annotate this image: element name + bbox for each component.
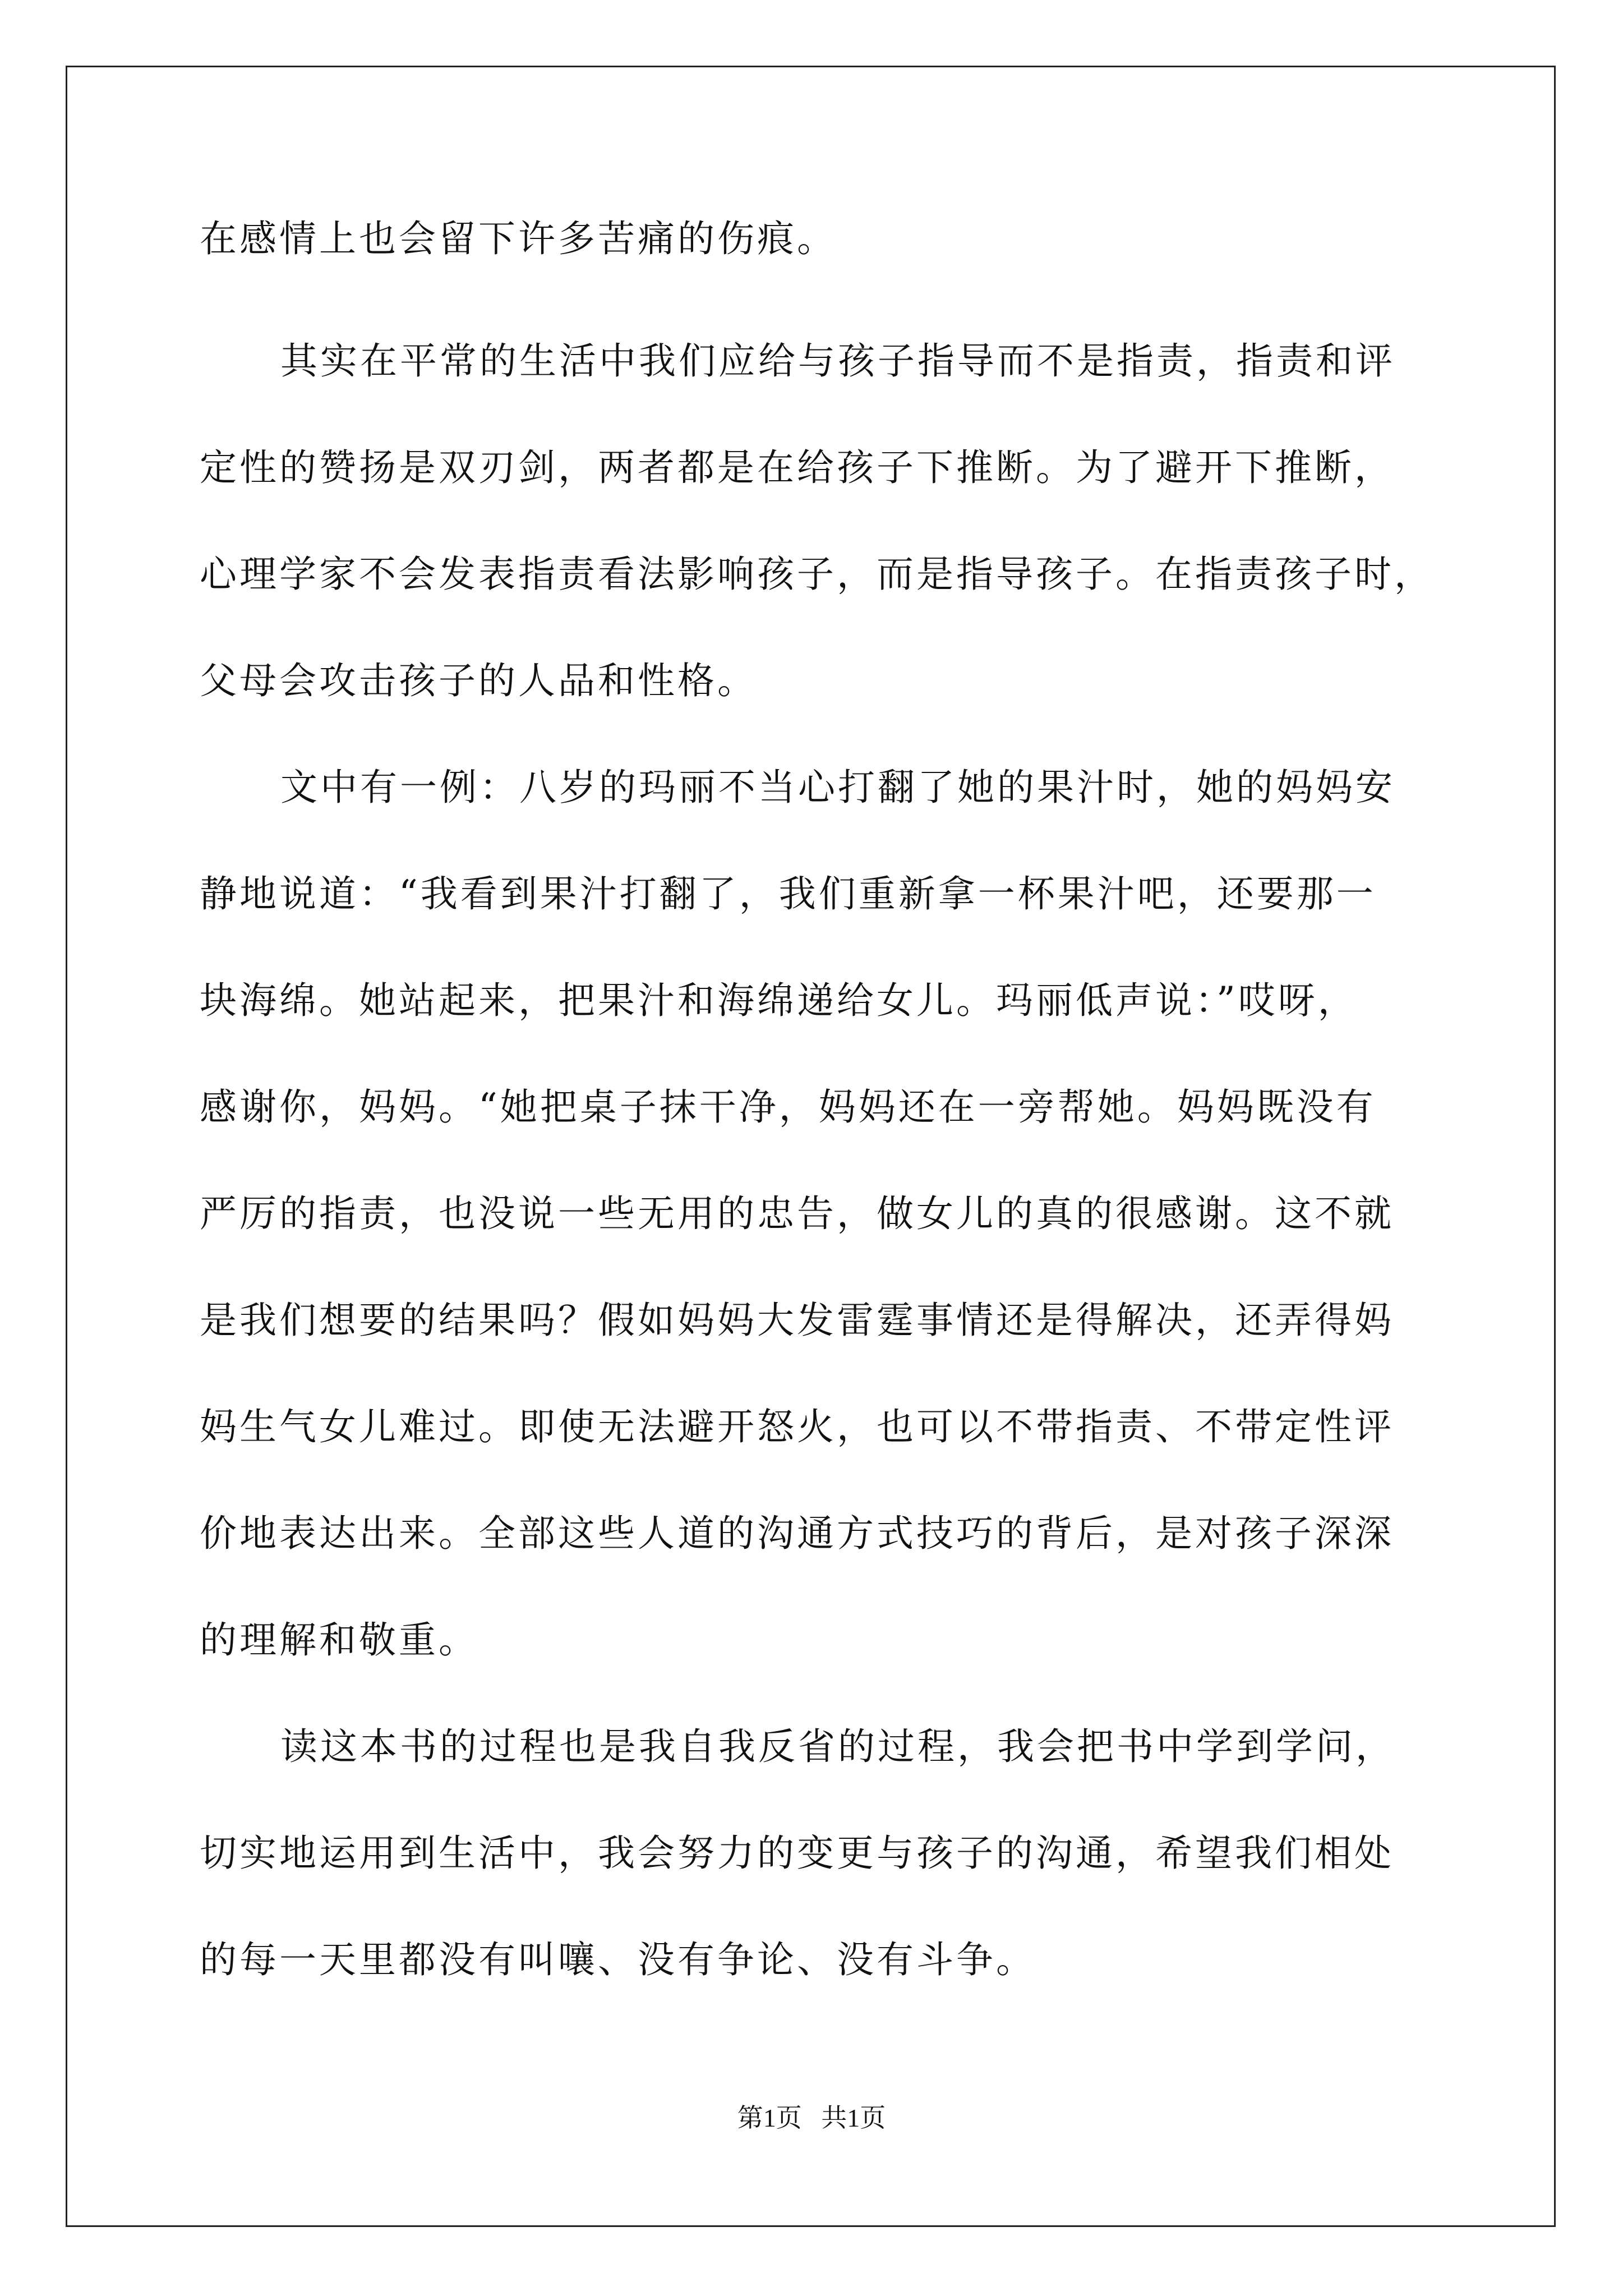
text-line: 定性的赞扬是双刃剑，两者都是在给孩子下推断。为了避开下推断，: [200, 446, 1394, 489]
text-line: 价地表达出来。全部这些人道的沟通方式技巧的背后，是对孩子深深: [200, 1512, 1394, 1555]
page-footer: 第1页 共1页: [737, 2104, 886, 2132]
text-line: 块海绵。她站起来，把果汁和海绵递给女儿。玛丽低声说：”哎呀，: [200, 979, 1358, 1022]
paragraph-first-line: 读这本书的过程也是我自我反省的过程，我会把书中学到学问，: [280, 1725, 1395, 1768]
text-line: 严厉的指责，也没说一些无用的忠告，做女儿的真的很感谢。这不就: [200, 1192, 1394, 1235]
paragraph-first-line: 文中有一例：八岁的玛丽不当心打翻了她的果汁时，她的妈妈安: [280, 766, 1395, 809]
text-line: 在感情上也会留下许多苦痛的伤痕。: [200, 217, 837, 260]
text-line: 妈生气女儿难过。即使无法避开怒火，也可以不带指责、不带定性评: [200, 1405, 1394, 1448]
text-line: 感谢你，妈妈。“她把桌子抹干净，妈妈还在一旁帮她。妈妈既没有: [200, 1085, 1376, 1129]
text-line: 父母会攻击孩子的人品和性格。: [200, 659, 757, 702]
text-line: 的每一天里都没有叫嚷、没有争论、没有斗争。: [200, 1938, 1036, 1981]
text-line: 是我们想要的结果吗？假如妈妈大发雷霆事情还是得解决，还弄得妈: [200, 1299, 1394, 1342]
text-line: 的理解和敬重。: [200, 1618, 478, 1662]
paragraph-first-line: 其实在平常的生活中我们应给与孩子指导而不是指责，指责和评: [280, 339, 1395, 383]
text-line: 切实地运用到生活中，我会努力的变更与孩子的沟通，希望我们相处: [200, 1832, 1394, 1875]
page-border: [66, 66, 1556, 2227]
text-line: 静地说道：“我看到果汁打翻了，我们重新拿一杯果汁吧，还要那一: [200, 872, 1376, 915]
text-line: 心理学家不会发表指责看法影响孩子，而是指导孩子。在指责孩子时，: [200, 553, 1434, 596]
